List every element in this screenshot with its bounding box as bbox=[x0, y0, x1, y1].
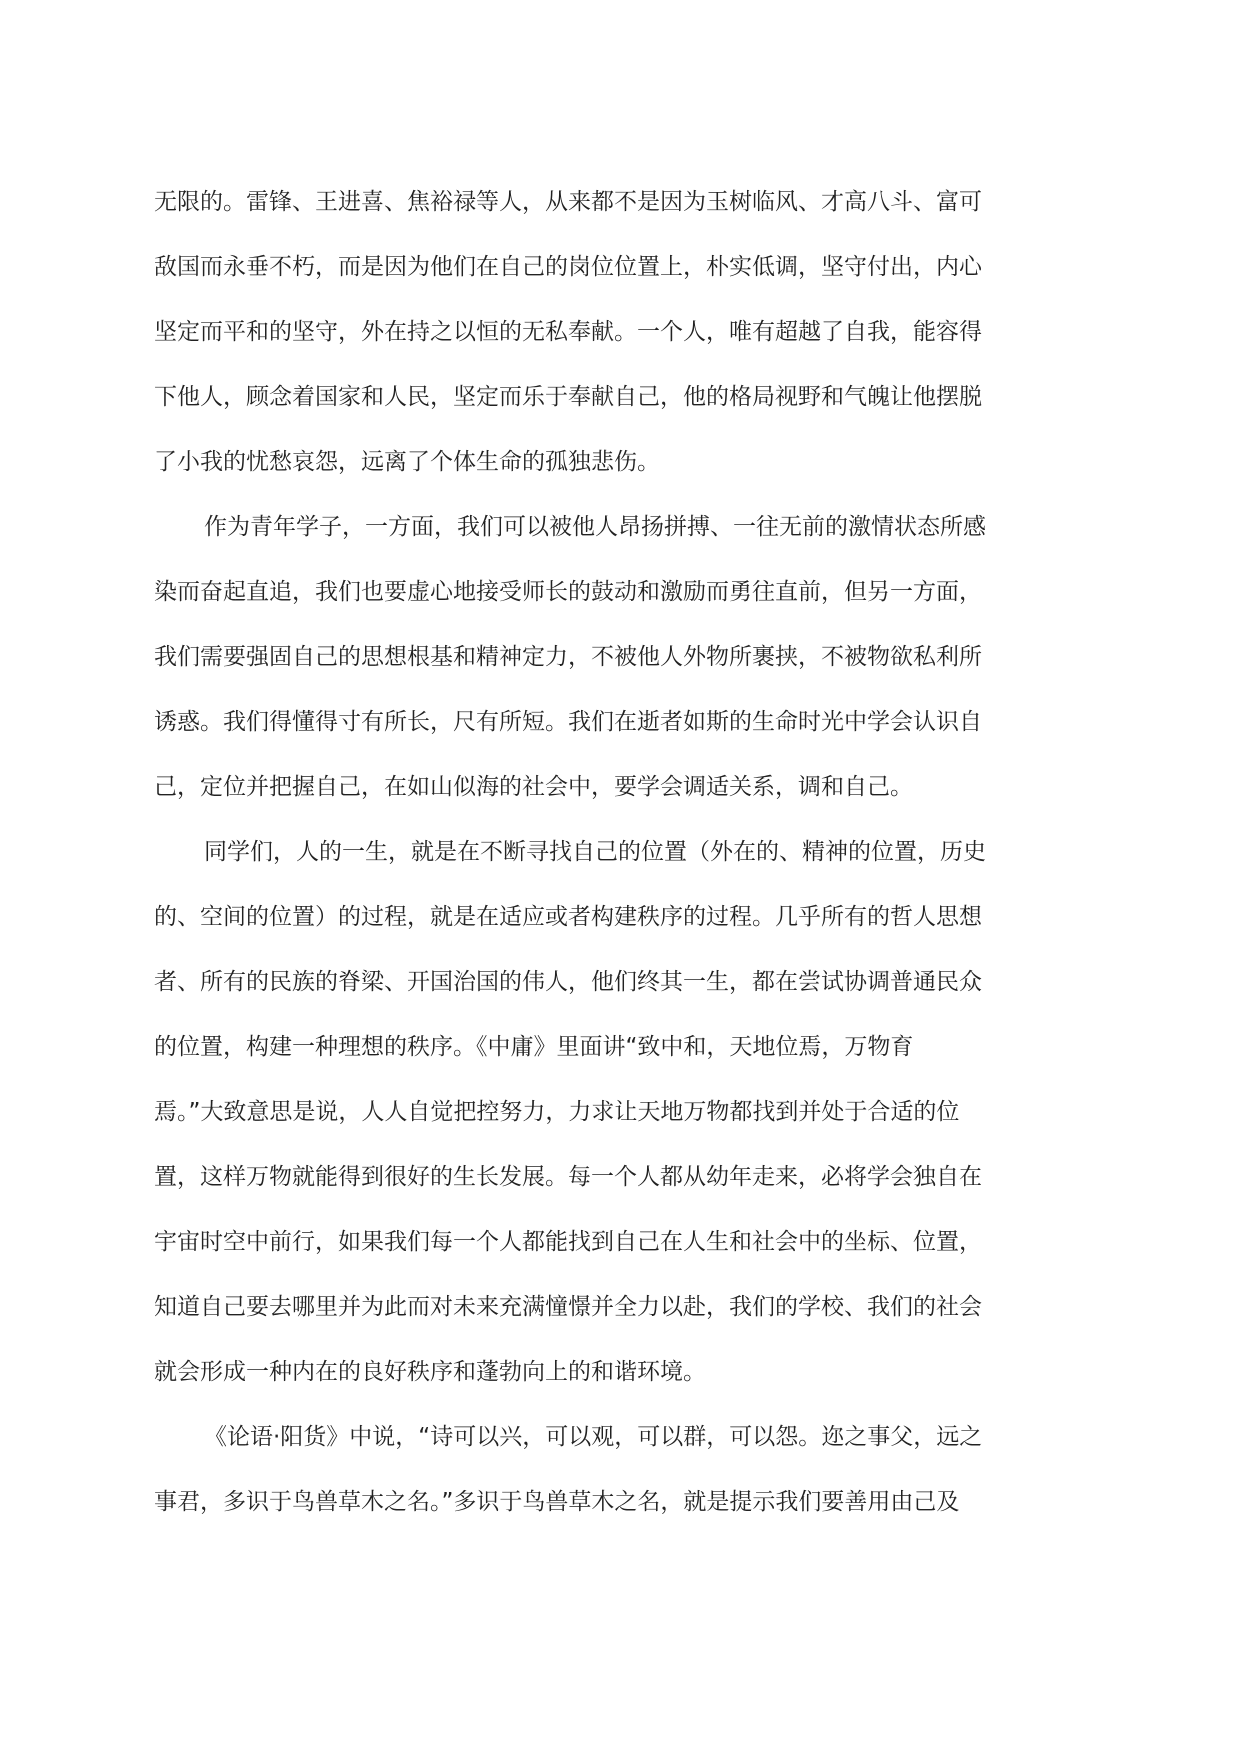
text-line: 宇宙时空中前行，如果我们每一个人都能找到自己在人生和社会中的坐标、位置， bbox=[154, 1229, 982, 1255]
text-line: 坚定而平和的坚守，外在持之以恒的无私奉献。一个人，唯有超越了自我，能容得 bbox=[154, 319, 982, 345]
text-line: 的、空间的位置）的过程，就是在适应或者构建秩序的过程。几乎所有的哲人思想 bbox=[154, 904, 982, 930]
paragraph-first-line: 《论语·阳货》中说，“诗可以兴，可以观，可以群，可以怨。迩之事父，远之 bbox=[204, 1424, 983, 1450]
text-line: 下他人，顾念着国家和人民，坚定而乐于奉献自己，他的格局视野和气魄让他摆脱 bbox=[154, 384, 982, 410]
body-text bbox=[154, 186, 1064, 1551]
text-line: 了小我的忧愁哀怨，远离了个体生命的孤独悲伤。 bbox=[154, 449, 660, 475]
text-line: 知道自己要去哪里并为此而对未来充满憧憬并全力以赴，我们的学校、我们的社会 bbox=[154, 1294, 982, 1320]
text-line: 就会形成一种内在的良好秩序和蓬勃向上的和谐环境。 bbox=[154, 1359, 706, 1385]
text-line: 置，这样万物就能得到很好的生长发展。每一个人都从幼年走来，必将学会独自在 bbox=[154, 1164, 982, 1190]
text-line: 无限的。雷锋、王进喜、焦裕禄等人，从来都不是因为玉树临风、才高八斗、富可 bbox=[154, 189, 982, 215]
text-line: 者、所有的民族的脊梁、开国治国的伟人，他们终其一生，都在尝试协调普通民众 bbox=[154, 969, 982, 995]
text-line: 敌国而永垂不朽，而是因为他们在自己的岗位位置上，朴实低调，坚守付出，内心 bbox=[154, 254, 982, 280]
text-line: 诱惑。我们得懂得寸有所长，尺有所短。我们在逝者如斯的生命时光中学会认识自 bbox=[154, 709, 982, 735]
text-line: 的位置，构建一种理想的秩序。《中庸》里面讲“致中和，天地位焉，万物育 bbox=[154, 1034, 914, 1060]
paragraph-first-line: 同学们，人的一生，就是在不断寻找自己的位置（外在的、精神的位置，历史 bbox=[204, 839, 986, 865]
text-line: 染而奋起直追，我们也要虚心地接受师长的鼓动和激励而勇往直前，但另一方面， bbox=[154, 579, 982, 605]
text-line: 我们需要强固自己的思想根基和精神定力，不被他人外物所裹挟，不被物欲私利所 bbox=[154, 644, 982, 670]
text-line: 己，定位并把握自己，在如山似海的社会中，要学会调适关系，调和自己。 bbox=[154, 774, 913, 800]
text-line: 事君，多识于鸟兽草木之名。”多识于鸟兽草木之名，就是提示我们要善用由己及 bbox=[154, 1489, 960, 1515]
text-line: 焉。”大致意思是说，人人自觉把控努力，力求让天地万物都找到并处于合适的位 bbox=[154, 1099, 960, 1125]
paragraph-first-line: 作为青年学子，一方面，我们可以被他人昂扬拼搏、一往无前的激情状态所感 bbox=[204, 514, 986, 540]
